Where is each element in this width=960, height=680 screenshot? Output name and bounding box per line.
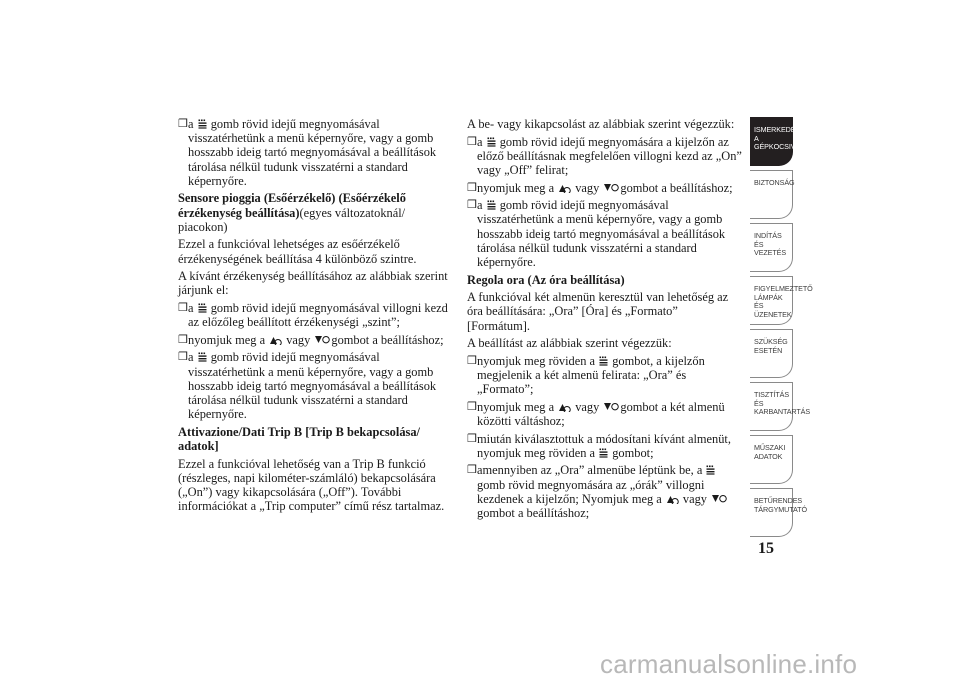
tab-inditas[interactable]: INDÍTÁS ÉS VEZETÉS bbox=[750, 223, 793, 272]
menu-button-icon bbox=[599, 356, 608, 366]
bullet-item: ❒ a gomb rövid idejű megnyomásával visszatérhetünk a menü képernyőre, vagy a gomb hosszabb ideig tartó megnyomásával a beállítások tárolása nélkül tudunk visszatérni a standard képernyőre. bbox=[178, 350, 437, 422]
paragraph: A beállítást az alábbiak szerint végezzük: bbox=[467, 336, 672, 351]
tab-tisztitas[interactable]: TISZTÍTÁS ÉS KARBANTARTÁS bbox=[750, 382, 793, 431]
bullet-item: ❒ nyomjuk meg a vagy gombot a beállításhoz; bbox=[178, 332, 444, 347]
menu-button-icon bbox=[487, 137, 496, 147]
down-button-icon bbox=[603, 401, 619, 412]
menu-button-icon bbox=[706, 465, 715, 475]
bullet-item: ❒ nyomjuk meg a vagy gombot a beállításhoz; bbox=[467, 180, 733, 195]
section-heading-clock: Regola ora (Az óra beállítása) bbox=[467, 272, 625, 287]
watermark: carmanualsonline.info bbox=[600, 649, 858, 679]
paragraph: Ezzel a funkcióval lehetőség van a Trip B funkció (részleges, napi kilométer-számláló) bekapcsolására („On”) vagy kikapcsolására („Off”). További információkat a „Trip computer” című rész tartalmaz. bbox=[178, 456, 445, 514]
bullet-box-icon: ❒ bbox=[467, 464, 477, 477]
page-number: 15 bbox=[758, 540, 774, 557]
paragraph: Ezzel a funkcióval lehetséges az esőérzékelő érzékenységének beállítása 4 különböző szintre. bbox=[178, 237, 417, 266]
bullet-box-icon: ❒ bbox=[467, 199, 477, 212]
up-button-icon bbox=[269, 334, 285, 345]
bullet-box-icon: ❒ bbox=[467, 354, 477, 367]
menu-button-icon bbox=[599, 448, 608, 458]
down-button-icon bbox=[314, 334, 330, 345]
up-button-icon bbox=[666, 493, 682, 504]
paragraph: A kívánt érzékenység beállításához az alábbiak szerint járjunk el: bbox=[178, 269, 448, 298]
tab-targymutato[interactable]: BETŰRENDES TÁRGYMUTATÓ bbox=[750, 488, 793, 537]
tab-szukseg-eseten[interactable]: SZÜKSÉG ESETÉN bbox=[750, 329, 793, 378]
tab-figyelmezteto[interactable]: FIGYELMEZTETŐ LÁMPÁK ÉS ÜZENETEK bbox=[750, 276, 793, 325]
bullet-item: ❒ nyomjuk meg röviden a gombot, a kijelzőn megjelenik a két almenü felirata: „Ora” és „Formato”; bbox=[467, 353, 705, 397]
bullet-box-icon: ❒ bbox=[178, 351, 188, 364]
bullet-item: ❒ miután kiválasztottuk a módosítani kívánt almenüt, nyomjuk meg röviden a gombot; bbox=[467, 431, 731, 460]
menu-button-icon bbox=[198, 352, 207, 362]
paragraph: A be- vagy kikapcsolást az alábbiak szerint végezzük: bbox=[467, 117, 735, 131]
menu-button-icon bbox=[198, 303, 207, 313]
down-button-icon bbox=[603, 182, 619, 193]
section-heading-rain-sensor: Sensore pioggia (Esőérzékelő) (Esőérzékelő érzékenység beállítása)(egyes változatoknál/ piacokon) bbox=[178, 191, 406, 234]
up-button-icon bbox=[558, 182, 574, 193]
bullet-box-icon: ❒ bbox=[178, 302, 188, 314]
bullet-box-icon: ❒ bbox=[178, 118, 188, 130]
tab-biztonsag[interactable]: BIZTONSÁG bbox=[750, 170, 793, 219]
bullet-box-icon: ❒ bbox=[467, 400, 477, 413]
bullet-item: ❒ a gomb rövid idejű megnyomásával visszatérhetünk a menü képernyőre, vagy a gomb hosszabb ideig tartó megnyomásával a beállítások tárolása nélkül tudunk visszatérni a standard képernyőre. bbox=[467, 198, 726, 269]
bullet-box-icon: ❒ bbox=[467, 181, 477, 194]
paragraph: A funkcióval két almenün keresztül van lehetőség az óra beállítására: „Ora” [Óra] és „Formato” [Formátum]. bbox=[467, 290, 729, 333]
bullet-box-icon: ❒ bbox=[178, 333, 188, 346]
menu-button-icon bbox=[487, 200, 496, 210]
up-button-icon bbox=[558, 401, 574, 412]
section-heading-trip-b: Attivazione/Dati Trip B [Trip B bekapcsolása/ adatok] bbox=[178, 424, 420, 453]
bullet-item: ❒ a gomb rövid idejű megnyomásával villogni kezd az előzőleg beállított érzékenységi „szint”; bbox=[178, 301, 448, 330]
bullet-box-icon: ❒ bbox=[467, 135, 477, 148]
bullet-item: ❒ a gomb rövid idejű megnyomására a kijelzőn az előző beállításnak megfelelően villogni kezd az „On” vagy „Off” felirat; bbox=[467, 134, 742, 177]
down-button-icon bbox=[711, 493, 727, 504]
bullet-item: ❒ amennyiben az „Ora” almenübe léptünk be, a gomb rövid megnyomására az „órák” villogni kezdenek a kijelzőn; Nyomjuk meg a vagy gombot a beállításhoz; bbox=[467, 463, 742, 520]
bullet-box-icon: ❒ bbox=[467, 432, 477, 445]
tab-ismerkedes[interactable]: ISMERKEDÉS A GÉPKOCSIVAL bbox=[750, 117, 793, 166]
menu-button-icon bbox=[198, 119, 207, 129]
bullet-item: ❒ a gomb rövid idejű megnyomásával visszatérhetünk a menü képernyőre, vagy a gomb hosszabb ideig tartó megnyomásával a beállítások tárolása nélkül tudunk visszatérni a standard képernyőre. bbox=[178, 117, 437, 188]
bullet-item: ❒ nyomjuk meg a vagy gombot a két almenü közötti váltáshoz; bbox=[467, 399, 725, 428]
right-column bbox=[467, 117, 742, 524]
tab-muszaki-adatok[interactable]: MŰSZAKI ADATOK bbox=[750, 435, 793, 484]
left-column bbox=[178, 117, 450, 517]
